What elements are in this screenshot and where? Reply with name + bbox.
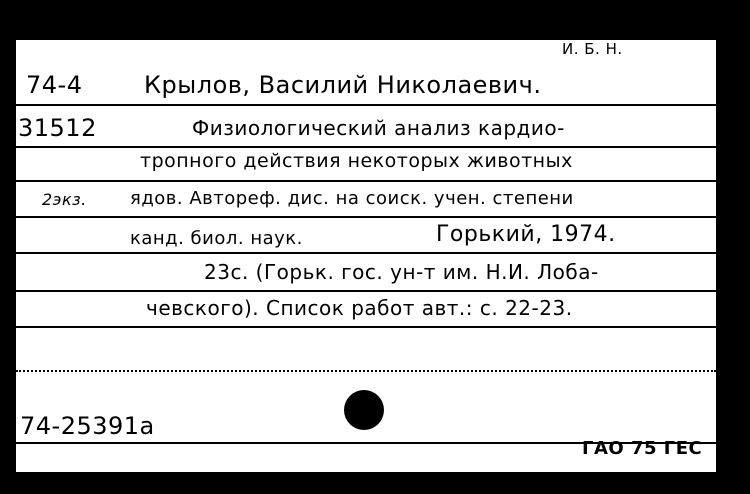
title-line-3: ядов. Автореф. дис. на соиск. учен. степени (130, 188, 574, 209)
title-line-2: тропного действия некоторых животных (140, 150, 573, 172)
rule-2 (16, 180, 716, 182)
copies-note: 2экз. (42, 190, 87, 209)
rule-3 (16, 216, 716, 218)
author-heading: Крылов, Василий Николаевич. (144, 71, 542, 99)
inventory-number: 31512 (18, 114, 97, 142)
dotted-rule (16, 370, 716, 372)
rule-1 (16, 146, 716, 148)
rule-5 (16, 290, 716, 292)
rule-4 (16, 252, 716, 254)
punch-hole (344, 390, 384, 430)
title-line-6: чевского). Список работ авт.: с. 22-23. (146, 296, 573, 320)
title-line-4: канд. биол. наук. (130, 228, 303, 249)
record-number: 74-25391а (20, 412, 155, 440)
title-line-1: Физиологический анализ кардио- (192, 116, 565, 140)
rule-6 (16, 326, 716, 328)
place-year: Горький, 1974. (436, 222, 616, 247)
top-right-note: И. Б. Н. (562, 40, 623, 58)
catalog-card (16, 40, 716, 472)
title-line-5: 23с. (Горьк. гос. ун-т им. Н.И. Лоба- (204, 260, 599, 284)
author-rule (16, 104, 716, 106)
call-number: 74-4 (26, 71, 83, 99)
bottom-stamp: ГАО 75 ГЕС (582, 438, 703, 459)
